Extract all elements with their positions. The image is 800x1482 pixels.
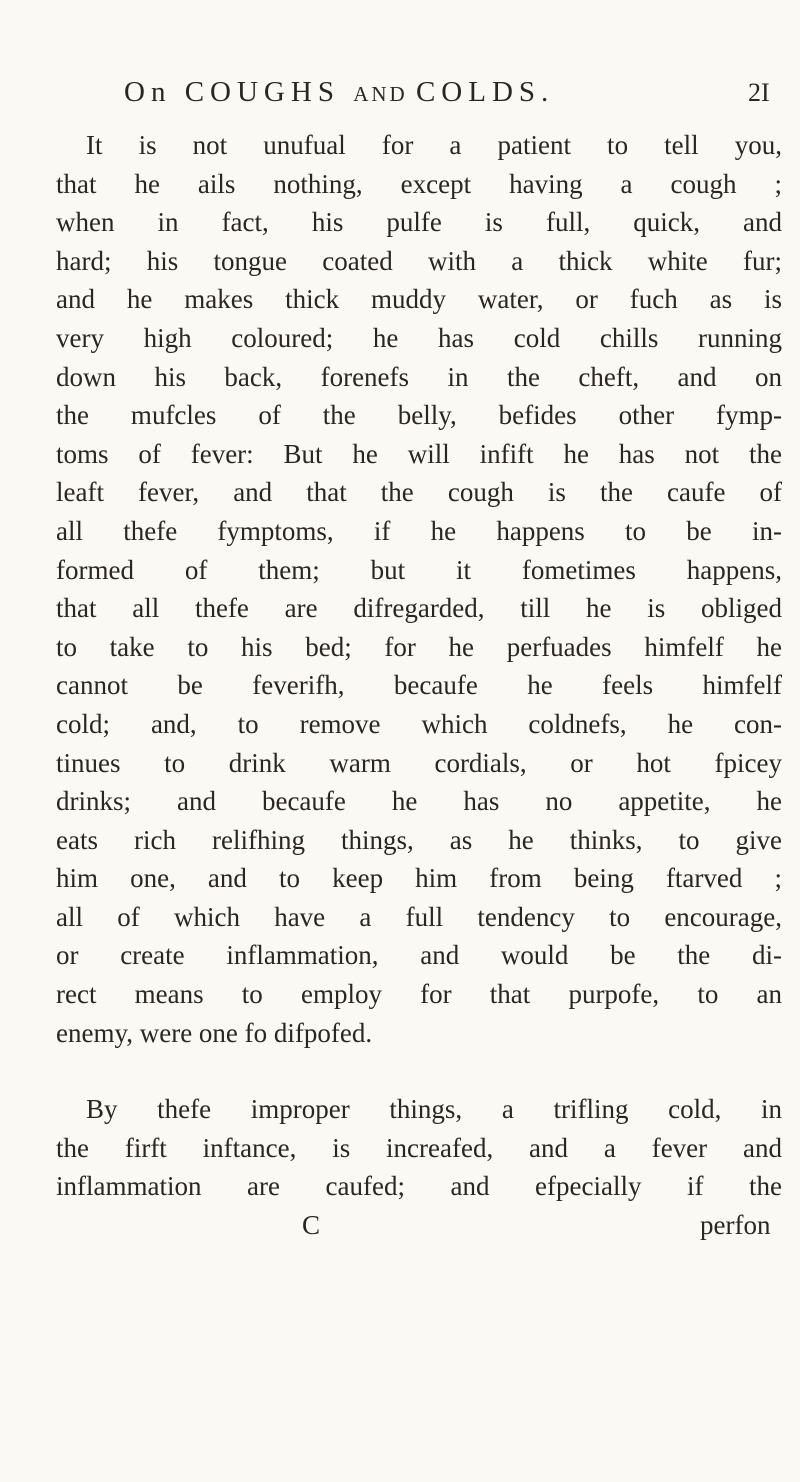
paragraph-1 [56, 126, 782, 1052]
running-head-on: On [124, 76, 185, 108]
text-line: rect means to employ for that purpofe, to an [56, 979, 782, 1010]
paragraph-gap [56, 1052, 782, 1090]
text-line: the firft inftance, is increafed, and a fever and [56, 1132, 782, 1163]
paragraph-2 [56, 1090, 782, 1206]
text-line: cannot be feverifh, becaufe he feels himfelf [56, 670, 782, 701]
text-line: formed of them; but it fometimes happens, [56, 554, 782, 585]
running-head-colds: COLDS. [415, 76, 555, 108]
text-line: that he ails nothing, except having a cough ; [56, 168, 782, 199]
text-line: drinks; and becaufe he has no appetite, he [56, 786, 782, 817]
running-head-and: AND [353, 82, 416, 106]
text-line: to take to his bed; for he perfuades himfelf he [56, 631, 782, 662]
text-line: enemy, were one fo difpofed. [56, 1017, 373, 1048]
text-line: or create inflammation, and would be the di- [56, 940, 782, 971]
text-line: when in fact, his pulfe is full, quick, and [56, 207, 782, 238]
text-line: cold; and, to remove which coldnefs, he con- [56, 708, 782, 739]
catchword: perfon [700, 1210, 771, 1240]
text-line: very high coloured; he has cold chills running [56, 322, 782, 353]
running-head [0, 74, 800, 114]
running-head-coughs: COUGHS [184, 76, 354, 108]
text-line: that all thefe are difregarded, till he is obliged [56, 593, 782, 624]
text-line: him one, and to keep him from being ftarved ; [56, 863, 782, 894]
text-line: all thefe fymptoms, if he happens to be in- [56, 515, 782, 546]
text-line: eats rich relifhing things, as he thinks, to give [56, 824, 782, 855]
signature-mark: C [302, 1210, 321, 1240]
text-line: hard; his tongue coated with a thick white fur; [56, 245, 782, 276]
text-line: inflammation are caufed; and efpecially if the [56, 1171, 782, 1202]
text-line: tinues to drink warm cordials, or hot fpicey [56, 747, 782, 778]
text-line: down his back, forenefs in the cheft, and on [56, 361, 782, 392]
text-line: It is not unufual for a patient to tell you, [86, 130, 782, 160]
running-head-title [124, 76, 554, 109]
text-line: the mufcles of the belly, befides other fymp- [56, 400, 782, 431]
text-line: all of which have a full tendency to encourage, [56, 901, 782, 932]
page-number: 2I [748, 78, 770, 107]
text-line: leaft fever, and that the cough is the caufe of [56, 477, 782, 508]
page-footer [0, 1210, 800, 1250]
text-line: toms of fever: But he will infift he has not the [56, 438, 782, 469]
body-text [56, 126, 782, 1206]
text-line: By thefe improper things, a trifling cold, in [86, 1094, 782, 1125]
text-line: and he makes thick muddy water, or fuch as is [56, 284, 782, 315]
